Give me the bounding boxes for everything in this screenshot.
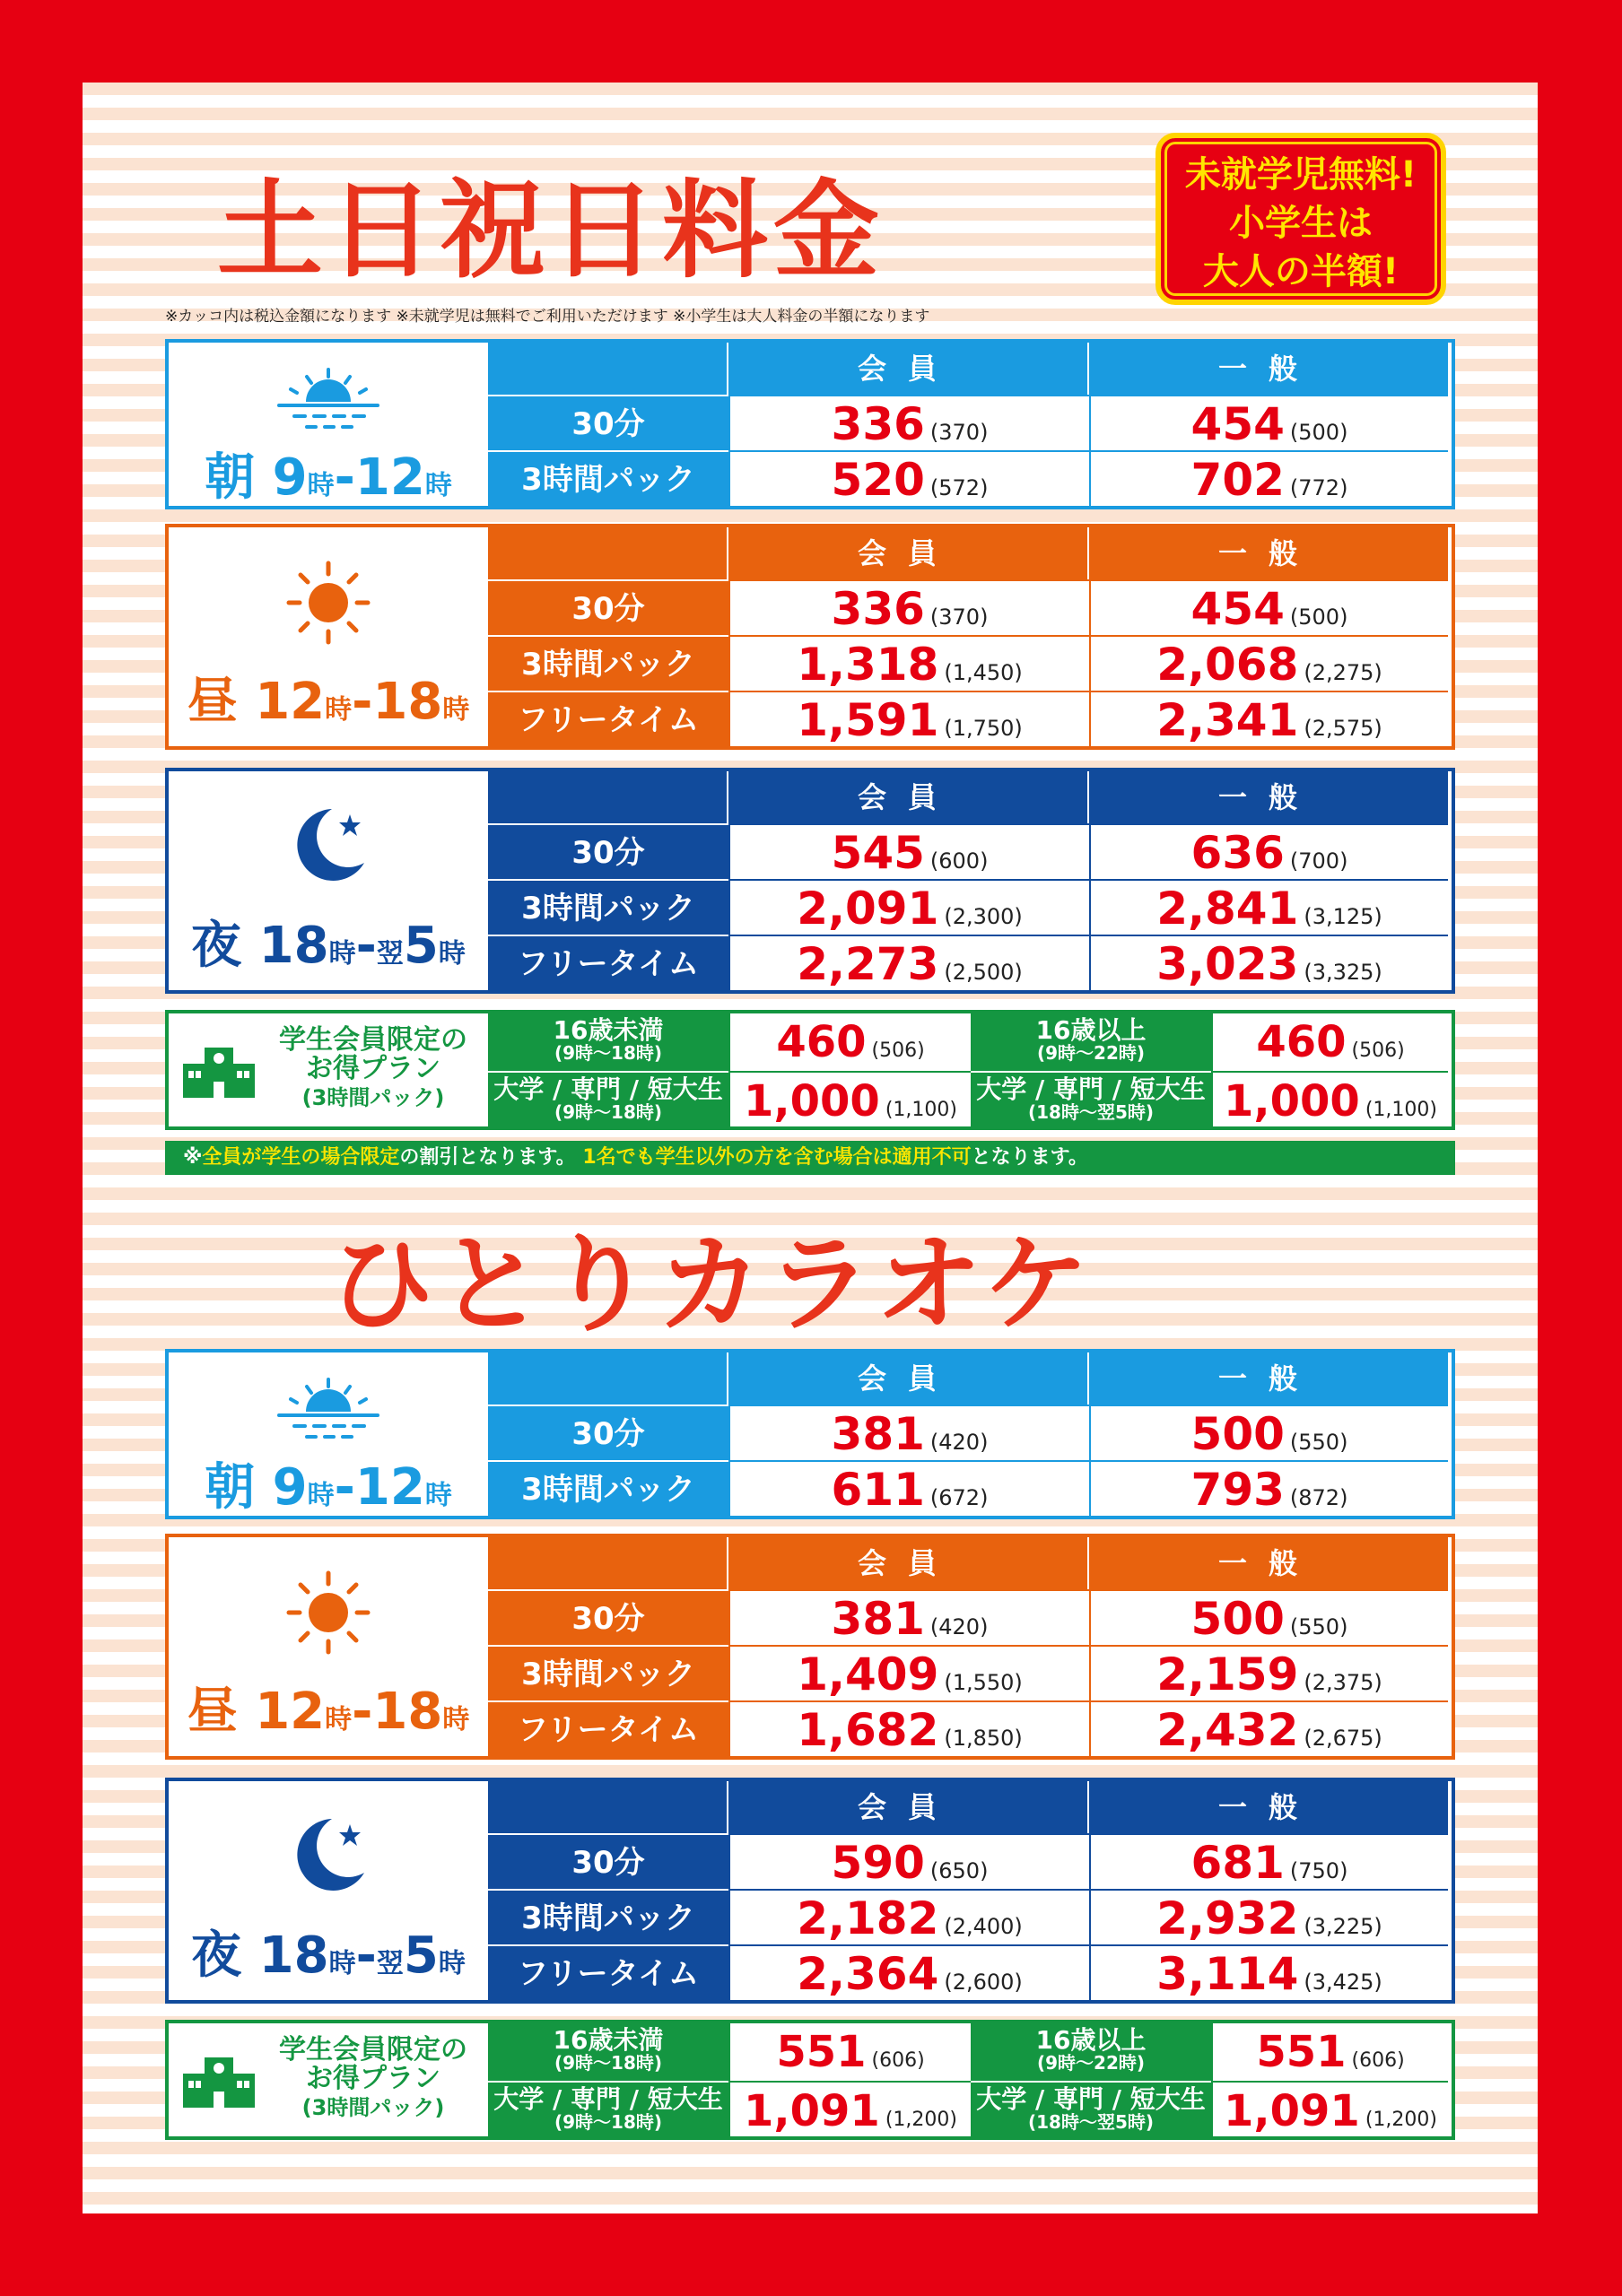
- solo-day-block: [165, 1534, 1455, 1760]
- header-row: 会員 一般: [488, 1537, 1452, 1589]
- price-row: フリータイム 2,273 (2,500) 3,023 (3,325): [488, 935, 1452, 990]
- price-row: フリータイム 1,591 (1,750) 2,341 (2,575): [488, 691, 1452, 746]
- day-time-label: 昼 12時-18時: [187, 1683, 470, 1741]
- price-row: フリータイム 1,682 (1,850) 2,432 (2,675): [488, 1700, 1452, 1756]
- price-row: 3時間パック 1,318 (1,450) 2,068 (2,275): [488, 635, 1452, 691]
- morning-time-label: 朝 9時-12時: [205, 1458, 452, 1517]
- sun-icon: [285, 560, 371, 646]
- price-row: 3時間パック 2,091 (2,300) 2,841 (3,125): [488, 879, 1452, 935]
- moon-star-icon: [285, 1812, 371, 1898]
- price-row: 30分 545 (600) 636 (700): [488, 823, 1452, 879]
- sunrise-icon: [275, 1376, 382, 1440]
- header-row: 会員 一般: [488, 1352, 1452, 1405]
- price-row: 30分 336 (370) 454 (500): [488, 579, 1452, 635]
- weekend-day-block: [165, 524, 1455, 750]
- price-poster: [83, 83, 1538, 2213]
- price-row: 30分 590 (650) 681 (750): [488, 1833, 1452, 1889]
- student-row: 16歳未満 (9時〜18時) 551 (606) 16歳以上 (9時〜22時) 551 (606): [488, 2023, 1452, 2081]
- solo-karaoke-title: ひとりカラオケ: [328, 1222, 1093, 1346]
- badge-line-2: 小学生は: [1229, 203, 1373, 244]
- day-time-label: 昼 12時-18時: [187, 673, 470, 731]
- student-row: 16歳未満 (9時〜18時) 460 (506) 16歳以上 (9時〜22時) 460 (506): [488, 1013, 1452, 1071]
- sunrise-icon: [275, 366, 382, 430]
- price-row: 3時間パック 2,182 (2,400) 2,932 (3,225): [488, 1889, 1452, 1944]
- school-building-icon: [181, 2052, 257, 2109]
- weekend-night-block: [165, 768, 1455, 994]
- price-row: 3時間パック 520 (572) 702 (772): [488, 450, 1452, 506]
- solo-night-block: [165, 1778, 1455, 2004]
- header-row: 会員 一般: [488, 771, 1452, 823]
- header-row: 会員 一般: [488, 1781, 1452, 1833]
- weekend-title: 土日祝日料金: [217, 169, 885, 292]
- header-row: 会員 一般: [488, 343, 1452, 395]
- child-discount-badge: [1155, 133, 1446, 305]
- price-row: 30分 381 (420) 500 (550): [488, 1405, 1452, 1460]
- badge-line-1: 未就学児無料!: [1184, 154, 1417, 196]
- price-row: 30分 336 (370) 454 (500): [488, 395, 1452, 450]
- student-plan-title: 学生会員限定の お得プラン (3時間パック): [279, 1024, 467, 1110]
- weekend-morning-block: [165, 339, 1455, 509]
- student-condition-note: ※全員が学生の場合限定の割引となります。 1名でも学生以外の方を含む場合は適用不可となります。: [165, 1141, 1455, 1175]
- price-row: 3時間パック 611 (672) 793 (872): [488, 1460, 1452, 1516]
- morning-time-label: 朝 9時-12時: [205, 448, 452, 507]
- school-building-icon: [181, 1042, 257, 1100]
- weekend-student-block: [165, 1010, 1455, 1130]
- price-row: 30分 381 (420) 500 (550): [488, 1589, 1452, 1645]
- header-row: 会員 一般: [488, 527, 1452, 579]
- student-row: 大学 / 専門 / 短大生 (9時〜18時) 1,000 (1,100) 大学 / 専門 / 短大生 (18時〜翌5時) 1,000 (1,100): [488, 1071, 1452, 1128]
- price-row: フリータイム 2,364 (2,600) 3,114 (3,425): [488, 1944, 1452, 2000]
- solo-student-block: [165, 2020, 1455, 2140]
- sun-icon: [285, 1570, 371, 1656]
- badge-line-3: 大人の半額!: [1202, 251, 1400, 292]
- tax-note: ※カッコ内は税込金額になります ※未就学児は無料でご利用いただけます ※小学生は大人料金の半額になります: [165, 308, 930, 326]
- moon-star-icon: [285, 802, 371, 888]
- student-plan-title: 学生会員限定の お得プラン (3時間パック): [279, 2034, 467, 2120]
- student-row: 大学 / 専門 / 短大生 (9時〜18時) 1,091 (1,200) 大学 / 専門 / 短大生 (18時〜翌5時) 1,091 (1,200): [488, 2081, 1452, 2138]
- price-row: 3時間パック 1,409 (1,550) 2,159 (2,375): [488, 1645, 1452, 1700]
- solo-morning-block: [165, 1349, 1455, 1519]
- night-time-label: 夜 18時-翌5時: [191, 917, 466, 975]
- night-time-label: 夜 18時-翌5時: [191, 1926, 466, 1985]
